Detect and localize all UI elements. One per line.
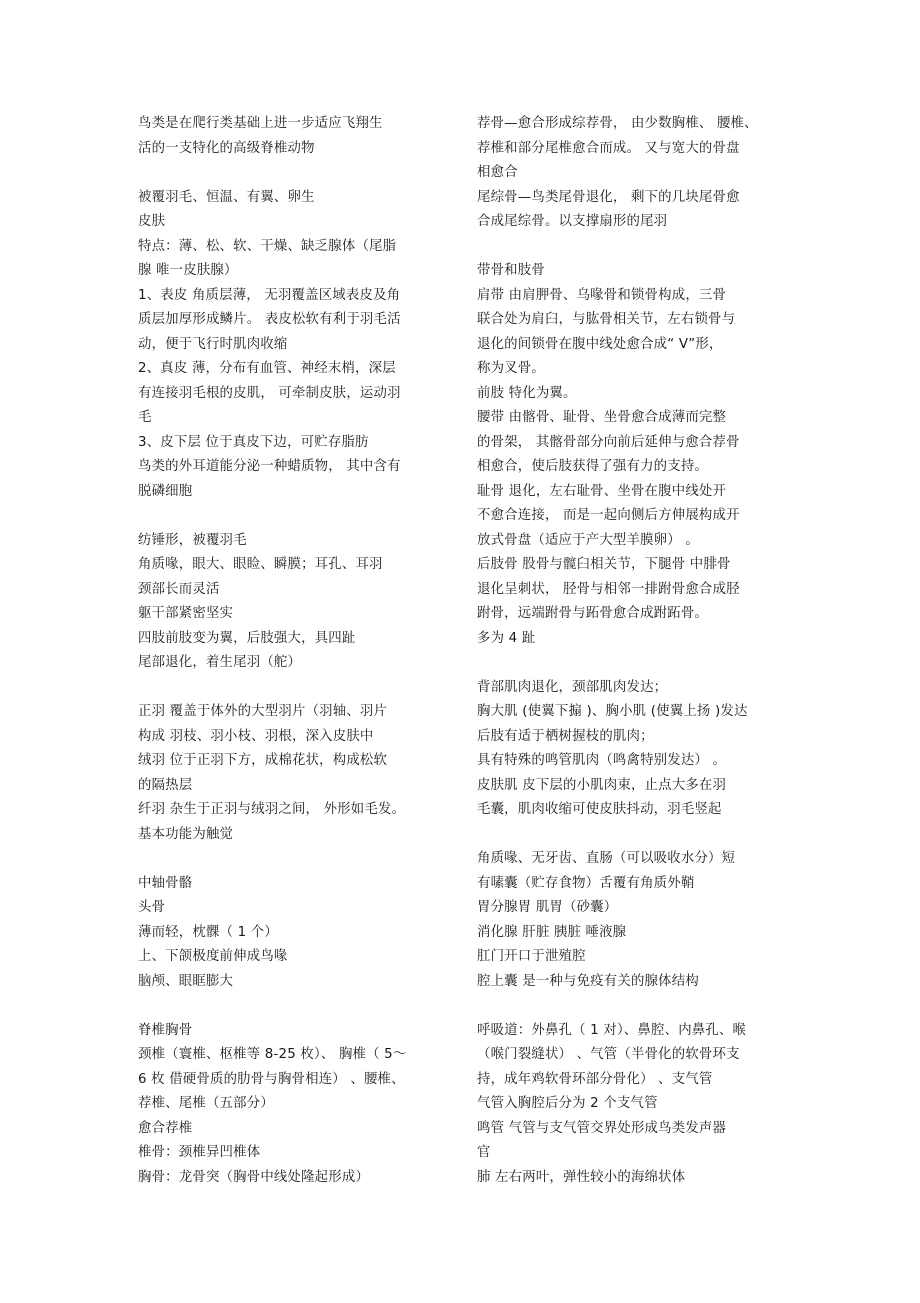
right-column-text-line: 相愈合，使后肢获得了强有力的支持。 [477, 459, 709, 474]
left-column-text-line: 颈椎（寰椎、枢椎等 8-25 枚）、 胸椎（ 5～ [138, 1047, 407, 1062]
right-column-text-line: 尾综骨—鸟类尾骨退化， 剩下的几块尾骨愈 [477, 189, 740, 205]
left-column-text-line: 正羽 覆盖于体外的大型羽片（羽轴、羽片 [138, 704, 388, 719]
right-column-text-line: 肺 左右两叶，弹性较小的海绵状体 [477, 1169, 686, 1185]
left-column-text-line: 3、皮下层 位于真皮下边，可贮存脂肪 [138, 434, 369, 450]
left-column-text-line: 质层加厚形成鳞片。 表皮松软有利于羽毛活 [138, 312, 401, 327]
left-column-text-line: 特点：薄、松、软、干燥、缺乏腺体（尾脂 [138, 238, 397, 254]
left-column-text-line: 1、表皮 角质层薄， 无羽覆盖区域表皮及角 [138, 287, 401, 303]
right-column-spacer [477, 235, 787, 260]
left-column-text-line: 荐椎、尾椎（五部分） [138, 1096, 274, 1111]
right-column-text-line: 的骨架， 其髂骨部分向前后延伸与愈合荐骨 [477, 434, 740, 450]
right-column-text-line: 具有特殊的鸣管肌肉（鸣禽特别发达） 。 [477, 753, 727, 768]
right-column-text-line: 退化的间锁骨在腹中线处愈合成“ V”形， [477, 336, 723, 352]
left-column-text-line: 构成 羽枝、羽小枝、羽根，深入皮肤中 [138, 728, 374, 744]
left-column-text-line: 基本功能为触觉 [138, 826, 234, 842]
right-column [477, 112, 787, 1190]
left-column-text-line: 愈合荐椎 [138, 1120, 193, 1136]
right-column-text-line: 肩带 由肩胛骨、乌喙骨和锁骨构成，三骨 [477, 287, 727, 303]
left-column-text-line: 纤羽 杂生于正羽与绒羽之间， 外形如毛发。 [138, 802, 406, 817]
right-column-text-line: 前肢 特化为翼。 [477, 385, 577, 401]
left-column-text-line: 活的一支特化的高级脊椎动物 [138, 140, 315, 156]
left-column-text-line: 脊椎胸骨 [138, 1022, 193, 1038]
left-column-text-line: 的隔热层 [138, 777, 193, 793]
right-column-text-line: 消化腺 肝脏 胰脏 唾液腺 [477, 924, 627, 940]
left-column-text-line: 四肢前肢变为翼，后肢强大，具四趾 [138, 630, 356, 646]
left-column-text-line: 薄而轻，枕髁（ 1 个） [138, 924, 278, 940]
right-column-spacer [477, 651, 787, 676]
left-column-text-line: 椎骨：颈椎异凹椎体 [138, 1145, 261, 1160]
right-column-text-line: 鸣管 气管与支气管交界处形成鸟类发声器 [477, 1120, 727, 1136]
left-column-text-line: 6 枚 借硬骨质的肋骨与胸骨相连） 、腰椎、 [138, 1071, 405, 1087]
left-column-spacer [138, 847, 456, 872]
left-column-text-line: 腺 唯一皮肤腺） [138, 263, 238, 278]
right-column-text-line: 后肢骨 股骨与髋臼相关节，下腿骨 中腓骨 [477, 557, 731, 572]
right-column-text-line: 多为 4 趾 [477, 630, 536, 646]
right-column-spacer [477, 994, 787, 1019]
right-column-text-line: 带骨和肢骨 [477, 263, 545, 278]
left-column-text-line: 鸟类的外耳道能分泌一种蜡质物， 其中含有 [138, 459, 401, 474]
left-column [138, 112, 456, 1190]
left-column-text-line: 鸟类是在爬行类基础上进一步适应飞翔生 [138, 116, 383, 131]
right-column-text-line: 胃分腺胃 肌胃（砂囊） [477, 900, 618, 915]
right-column-text-line: 荐椎和部分尾椎愈合而成。 又与宽大的骨盘 [477, 140, 740, 156]
right-column-text-line: 称为叉骨。 [477, 361, 545, 376]
left-column-text-line: 绒羽 位于正羽下方，成棉花状，构成松软 [138, 753, 388, 768]
right-column-text-line: 呼吸道：外鼻孔（ 1 对）、鼻腔、内鼻孔、喉 [477, 1022, 747, 1038]
left-column-text-line: 头骨 [138, 900, 166, 915]
left-column-text-line: 动，便于飞行时肌肉收缩 [138, 336, 288, 352]
right-column-text-line: 胸大肌 (使翼下搧 )、胸小肌 (使翼上扬 )发达 [477, 704, 748, 719]
right-column-text-line: 皮肤肌 皮下层的小肌肉束，止点大多在羽 [477, 777, 727, 793]
left-column-text-line: 中轴骨骼 [138, 875, 193, 891]
left-column-text-line: 脑颅、眼眶膨大 [138, 973, 234, 989]
left-column-text-line: 躯干部紧密坚实 [138, 606, 234, 621]
right-column-text-line: 持，成年鸡软骨环部分骨化） 、支气管 [477, 1071, 713, 1087]
right-column-text-line: 腰带 由髂骨、耻骨、坐骨愈合成薄而完整 [477, 410, 727, 425]
right-column-text-line: 官 [477, 1145, 491, 1160]
left-column-text-line: 尾部退化，着生尾羽（舵） [138, 655, 302, 670]
right-column-text-line: 耻骨 退化，左右耻骨、坐骨在腹中线处开 [477, 483, 727, 499]
left-column-text-line: 毛 [138, 410, 152, 425]
left-column-text-line: 被覆羽毛、恒温、有翼、卵生 [138, 189, 315, 205]
right-column-text-line: 联合处为肩臼，与肱骨相关节，左右锁骨与 [477, 312, 736, 327]
right-column-text-line: 气管入胸腔后分为 2 个支气管 [477, 1096, 658, 1111]
right-column-text-line: 退化呈刺状， 胫骨与相邻一排跗骨愈合成胫 [477, 581, 740, 597]
right-column-text-line: 有嗉囊（贮存食物）舌覆有角质外鞘 [477, 875, 695, 891]
left-column-text-line: 脱磷细胞 [138, 483, 193, 499]
right-column-text-line: 不愈合连接， 而是一起向侧后方伸展构成开 [477, 508, 740, 523]
left-column-spacer [138, 504, 456, 529]
left-column-text-line: 纺锤形，被覆羽毛 [138, 532, 247, 548]
right-column-text-line: 合成尾综骨。以支撑扇形的尾羽 [477, 214, 668, 229]
right-column-text-line: 角质喙、无牙齿、直肠（可以吸收水分）短 [477, 851, 736, 866]
left-column-text-line: 角质喙，眼大、眼睑、瞬膜；耳孔、耳羽 [138, 557, 383, 572]
right-column-text-line: 相愈合 [477, 165, 518, 180]
right-column-text-line: （喉门裂缝状） 、气管（半骨化的软骨环支 [477, 1047, 740, 1062]
right-column-text-line: 背部肌肉退化，颈部肌肉发达； [477, 679, 668, 695]
left-column-spacer [138, 161, 456, 186]
right-column-text-line: 毛囊，肌肉收缩可使皮肤抖动，羽毛竖起 [477, 802, 722, 817]
right-column-text-line: 跗骨，远端跗骨与跖骨愈合成跗跖骨。 [477, 606, 709, 621]
left-column-text-line: 皮肤 [138, 214, 166, 229]
left-column-spacer [138, 676, 456, 701]
left-column-text-line: 颈部长而灵活 [138, 581, 220, 597]
left-column-text-line: 上、下颌极度前伸成鸟喙 [138, 949, 288, 964]
right-column-text-line: 放式骨盘（适应于产大型羊膜卵） 。 [477, 532, 699, 548]
right-column-text-line: 肛门开口于泄殖腔 [477, 949, 586, 964]
right-column-text-line: 后肢有适于栖树握枝的肌肉； [477, 728, 654, 744]
right-column-text-line: 荐骨—愈合形成综荐骨， 由少数胸椎、 腰椎、 [477, 116, 758, 131]
left-column-text-line: 有连接羽毛根的皮肌， 可牵制皮肤，运动羽 [138, 385, 401, 401]
right-column-text-line: 腔上囊 是一种与免疫有关的腺体结构 [477, 973, 699, 989]
left-column-spacer [138, 994, 456, 1019]
left-column-text-line: 胸骨：龙骨突（胸骨中线处隆起形成） [138, 1169, 370, 1185]
right-column-spacer [477, 823, 787, 848]
left-column-text-line: 2、真皮 薄，分布有血管、神经末梢，深层 [138, 361, 396, 376]
